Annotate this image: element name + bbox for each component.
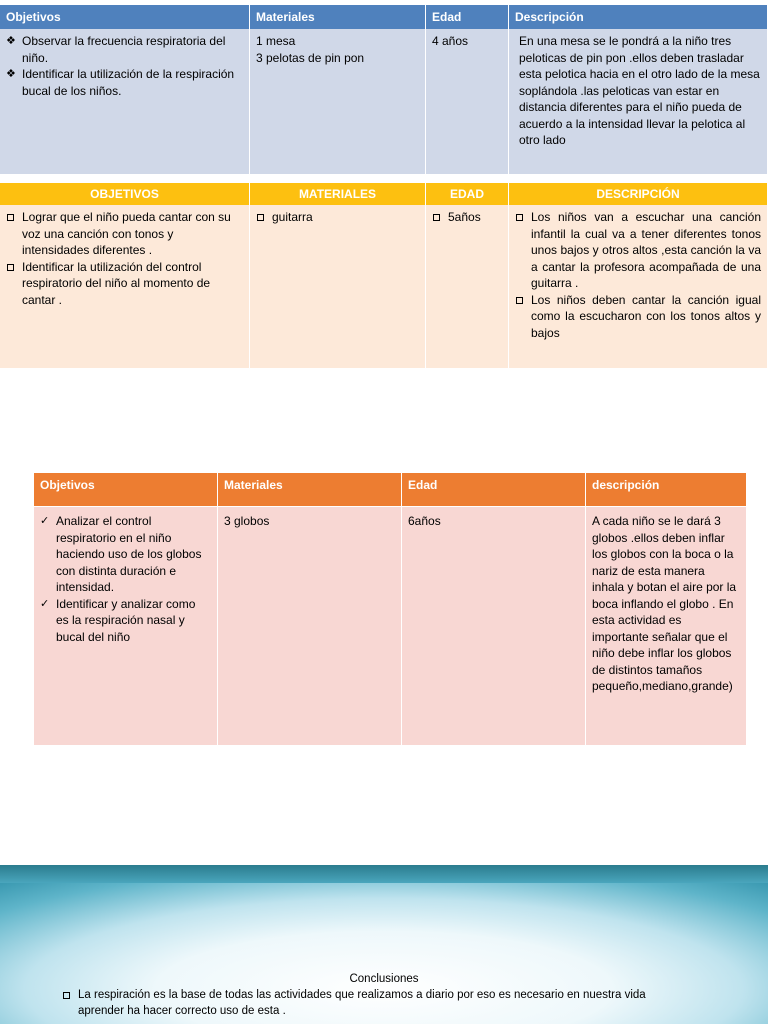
descripcion-cell xyxy=(509,29,768,174)
diamond-bullet-icon: ❖ xyxy=(6,68,16,80)
header-materiales: Materiales xyxy=(250,5,426,29)
diamond-bullet-icon: ❖ xyxy=(6,35,16,47)
edad-cell: 4 años xyxy=(426,29,509,174)
header-descripcion: Descripción xyxy=(509,5,768,29)
header-materiales: Materiales xyxy=(218,473,402,506)
activity-table-1 xyxy=(0,5,768,174)
conclusions-list xyxy=(62,987,662,1019)
header-objetivos: OBJETIVOS xyxy=(0,183,250,205)
materiales-cell xyxy=(250,205,426,368)
conclusion-item: La respiración es la base de todas las actividades que realizamos a diario por eso es necesario en nuestra vida aprender ha hacer correcto uso de esta . xyxy=(62,987,662,1019)
material-item: guitarra xyxy=(256,209,419,226)
header-materiales: MATERIALES xyxy=(250,183,426,205)
checkbox-bullet-icon xyxy=(516,297,523,304)
header-objetivos: Objetivos xyxy=(34,473,218,506)
descripcion-item: Los niños deben cantar la canción igual como la escucharon con los tonos altos y bajos xyxy=(515,292,761,342)
material-item: 1 mesa xyxy=(256,34,296,48)
conclusions-slide xyxy=(0,865,768,1024)
header-objetivos: Objetivos xyxy=(0,5,250,29)
header-descripcion: DESCRIPCIÓN xyxy=(509,183,768,205)
activity-table-3 xyxy=(34,473,747,745)
objetivos-cell xyxy=(0,29,250,174)
checkbox-bullet-icon xyxy=(257,214,264,221)
descripcion-cell xyxy=(509,205,768,368)
conclusions-title: Conclusiones xyxy=(349,973,419,985)
descripcion-cell: A cada niño se le dará 3 globos .ellos deben inflar los globos con la boca o la nariz de esta manera inhala y botan el aire por la boca inflando el globo . En esta actividad es importante señalar que el niño debe inflar los globos de distintos tamaños pequeño,mediano,grande) xyxy=(586,506,747,745)
header-edad: EDAD xyxy=(426,183,509,205)
objetivo-item: ❖ Identificar la utilización de la respiración bucal de los niños. xyxy=(6,67,235,98)
checkmark-bullet-icon: ✓ xyxy=(40,515,50,527)
checkbox-bullet-icon xyxy=(63,992,70,999)
materiales-cell xyxy=(250,29,426,174)
objetivos-cell xyxy=(34,506,218,745)
objetivo-item: ✓ Analizar el control respiratorio en el niño haciendo uso de los globos con distinta duración e intensidad. xyxy=(40,514,202,594)
header-edad: Edad xyxy=(402,473,586,506)
objetivo-item: ❖ Observar la frecuencia respiratoria del niño. xyxy=(6,34,226,65)
checkbox-bullet-icon xyxy=(7,264,14,271)
objetivo-item: Lograr que el niño pueda cantar con su voz una canción con tonos y intensidades diferentes . xyxy=(6,209,243,259)
material-item: 3 pelotas de pin pon xyxy=(256,50,365,65)
materiales-cell: 3 globos xyxy=(218,506,402,745)
checkbox-bullet-icon xyxy=(516,214,523,221)
slide-top-band xyxy=(0,865,768,883)
objetivo-item: ✓ Identificar y analizar como es la respiración nasal y bucal del niño xyxy=(40,596,196,644)
checkbox-bullet-icon xyxy=(7,214,14,221)
objetivo-item: Identificar la utilización del control respiratorio del niño al momento de cantar . xyxy=(6,259,243,309)
descripcion-text: En una mesa se le pondrá a la niño tres peloticas de pin pon .ellos deben trasladar esta pelotica hacia en el otro lado de la mesa soplándola .las peloticas van estar en distancia diferentes para el niño pueda de acuerdo a la intensidad llevar la pelotica al otro lado xyxy=(519,34,760,147)
activity-table-2 xyxy=(0,183,768,368)
objetivos-cell xyxy=(0,205,250,368)
edad-cell: 6años xyxy=(402,506,586,745)
descripcion-item: Los niños van a escuchar una canción infantil la cual va a tener diferentes tonos unos bajos y otros altos ,esta canción la va a cantar la profesora acompañada de una guitarra . xyxy=(515,209,761,292)
header-edad: Edad xyxy=(426,5,509,29)
checkbox-bullet-icon xyxy=(433,214,440,221)
edad-item: 5años xyxy=(432,209,502,226)
edad-cell xyxy=(426,205,509,368)
checkmark-bullet-icon: ✓ xyxy=(40,597,50,610)
header-descripcion: descripción xyxy=(586,473,747,506)
